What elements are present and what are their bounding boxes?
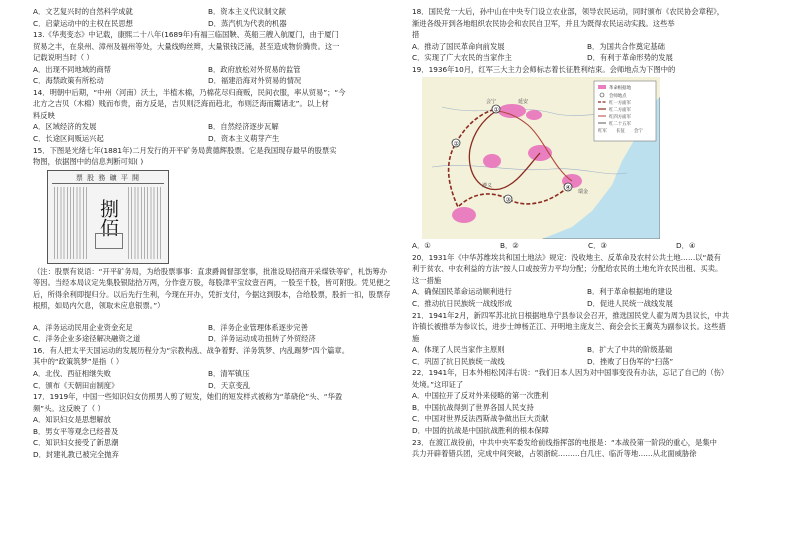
question-text-line: 料反映 xyxy=(33,110,55,120)
option-a[interactable]: A．推动了国民革命向前发展 xyxy=(412,41,505,51)
question-text-line: 渐进各级开到各地组织农民协会和农民自卫军，并且为既得农民运动实践。这些举 xyxy=(412,18,675,28)
option-row xyxy=(412,41,772,53)
figure-row xyxy=(33,170,393,264)
question-text-line: 兵力开辟着错兵团，完成中间突破，占领浙皖………白几庄、临沂等地……从北面威胁徐 xyxy=(412,449,697,459)
marker-number: ④ xyxy=(565,184,571,192)
base-area-shape xyxy=(483,154,501,168)
question-text-line: 措 xyxy=(412,30,420,40)
base-area-shape xyxy=(498,104,526,118)
question-text-line: 23．在渡江战役前，中共中央军委发给前线指挥部的电报是：“本战役第一阶段的重心，是集中 xyxy=(412,437,717,447)
option-row xyxy=(33,368,393,380)
question-text-line: 许镇长被推举为参议长，进步士绅杨芷江、开明地主庞友兰、商会会长王冀英为副参议长。这些措 xyxy=(412,322,726,332)
question-text-line: 21．1941年2月，新四军苏北抗日根据地阜宁县参议会召开，推选国民党人翟为周为县议长，中共 xyxy=(412,310,730,320)
option-b[interactable]: B．资本主义代议制文献 xyxy=(208,7,286,16)
question-text-line: 其中的“政策筑梦”是指（ ） xyxy=(33,357,124,367)
question-text-line: 18．国民党一大后，孙中山在中央专门设立农业部，领导农民运动，同时颁布《农民协会章程》， xyxy=(412,7,725,16)
option-a[interactable]: A．① xyxy=(412,241,431,251)
question-text-line: 物图，依据图中的信息判断可知( ) xyxy=(33,157,144,167)
option-c[interactable]: C．颁布《天朝田亩制度》 xyxy=(33,380,119,390)
option-d[interactable]: D．促进人民统一战线发展 xyxy=(587,299,673,309)
option-row xyxy=(33,18,393,30)
question-text-line: 15．下图是光绪七年(1881年)二月发行的开平矿务局黄德辉股票。它是我国现存最早的股票实 xyxy=(33,145,337,155)
option-a[interactable]: A．文艺复兴时的自然科学成就 xyxy=(33,7,133,16)
map-place-label: 会宁 xyxy=(486,99,497,106)
question-18 xyxy=(412,6,772,64)
legend-label: 红二方面军 xyxy=(609,108,631,114)
question-19 xyxy=(412,64,772,252)
option-c[interactable]: C．知识妇女接受了新思潮 xyxy=(33,438,119,448)
option-c[interactable]: C．实现了广大农民的当家作主 xyxy=(412,53,512,63)
left-column xyxy=(33,6,393,460)
legend-label: 会师地点 xyxy=(609,94,627,100)
option-a[interactable]: A．体现了人民当家作主原则 xyxy=(412,345,505,355)
marker-number: ③ xyxy=(505,196,511,204)
question-text-line: 14．明朝中后期，“中州（河南）沃土，半植木棉，乃棉花尽归商贩，民间衣服，率从贸易”；“今 xyxy=(33,87,346,97)
option-a[interactable]: A．北伐、西征相继失败 xyxy=(33,369,111,379)
legend-label: 革命根据地 xyxy=(609,86,631,92)
question-text-line: 13.《华夷变态》中记载，康熙二十八年(1689年)有福三临国鞅、英船三艘入航厦门，由于厦门 xyxy=(33,30,339,40)
stock-certificate-text-block xyxy=(54,187,88,259)
option-d[interactable]: D．有利于革命形势的发展 xyxy=(587,53,673,63)
option-row xyxy=(33,6,393,18)
option-c[interactable]: C．巩固了抗日民族统一战线 xyxy=(412,356,505,366)
option-a[interactable]: A．中国拉开了反对外来侵略的第一次胜利 xyxy=(412,391,549,401)
marker-number: ② xyxy=(453,140,459,148)
question-text-line: 22．1941年，日本外相松冈洋右说：“我们日本人因为对中国事变没有办法，忘记了自己的（伤） xyxy=(412,368,729,378)
option-d[interactable]: D．福建沿海对外贸易的情况 xyxy=(208,76,302,86)
question-text-line: 贸易之丰，在泉州、漳州及福州等处，大量线购丝辫，大量银钱泛涌，甚至造成物价腾贵。这一 xyxy=(33,41,340,51)
stock-certificate-text-block xyxy=(128,187,162,259)
legend-label: 红二十五军 xyxy=(609,122,631,128)
question-13 xyxy=(33,29,393,87)
option-b[interactable]: B．洋务企业管理体系逐步完善 xyxy=(208,322,308,332)
option-d[interactable]: D．中国的抗战是中国抗战胜利的根本保障 xyxy=(412,426,549,436)
option-d[interactable]: D．洋务运动成功扭转了外贸经济 xyxy=(208,334,316,344)
map-place-label: 遵义 xyxy=(482,183,493,190)
option-c[interactable]: C．启蒙运动中的主权在民思想 xyxy=(33,18,133,28)
option-d[interactable]: D．天京变乱 xyxy=(208,380,251,390)
option-row xyxy=(33,322,393,334)
question-14 xyxy=(33,87,393,145)
stock-certificate-seal xyxy=(95,233,123,249)
legend-label: 红一方面军 xyxy=(609,101,631,107)
map-place-label: 瑞金 xyxy=(578,189,589,196)
option-row xyxy=(33,133,393,145)
option-row xyxy=(412,240,772,252)
option-c[interactable]: C．推动抗日民族统一战线形成 xyxy=(412,299,512,309)
option-row xyxy=(412,286,772,298)
stock-certificate-amount: 捌佰 xyxy=(97,198,119,237)
marker-number: ① xyxy=(493,106,499,114)
option-row xyxy=(412,298,772,310)
option-row xyxy=(33,75,393,87)
option-row xyxy=(33,64,393,76)
question-text-line: 频”头。这反映了（ ） xyxy=(33,403,105,413)
question-text-line: 17．1919年，中国一些知识妇女仿照男人剪了短发，她们的短发样式被称为“革硗伦”头、“华盈 xyxy=(33,392,343,402)
option-b[interactable]: B．自然经济逐步瓦解 xyxy=(208,122,279,132)
option-a[interactable]: A．洋务运动民用企业资金充足 xyxy=(33,322,133,332)
base-area-shape xyxy=(526,110,542,120)
option-d[interactable]: D．④ xyxy=(676,241,696,251)
option-d[interactable]: D．封建礼教已被完全抛弃 xyxy=(33,449,119,459)
question-text-line: 施 xyxy=(412,333,420,343)
option-c[interactable]: C．长途区间贩运兴起 xyxy=(33,134,104,144)
option-c[interactable]: C．中国对世界反法西斯战争做出巨大贡献 xyxy=(412,414,549,424)
option-row xyxy=(412,344,772,356)
option-d[interactable]: D．挫败了日伪军的“扫荡” xyxy=(587,356,674,366)
option-row xyxy=(412,52,772,64)
option-b[interactable]: B．清军镇压 xyxy=(208,369,250,379)
option-b[interactable]: B．为国共合作奠定基础 xyxy=(587,41,665,51)
question-text-line: 利于贫农、中农利益的方法”按人口或按劳力平均分配；分配给农民的土地允许农民出租、买卖。 xyxy=(412,264,723,274)
option-a[interactable]: A．确保国民革命运动顺利进行 xyxy=(412,287,512,297)
question-text-line: 16．有人把太平天国运动的发展历程分为“宗教构乱、战争着野、洋务筑梦、内乱踢梦”四个篇章。 xyxy=(33,345,350,355)
legend-swatch-meeting xyxy=(600,93,604,97)
right-column xyxy=(412,6,772,460)
option-a[interactable]: A．出现不同地域的商帮 xyxy=(33,64,111,74)
option-c[interactable]: C．洋务企业多途径解决融资之道 xyxy=(33,334,141,344)
legend-label: 红军 xyxy=(598,129,607,135)
option-row xyxy=(33,121,393,133)
option-row xyxy=(33,380,393,392)
option-b[interactable]: B．男女平等观念已经普及 xyxy=(33,426,119,436)
map-place-label: 延安 xyxy=(518,99,529,106)
question-text-line: 这一措施 xyxy=(412,275,442,285)
option-b[interactable]: B．扩大了中共的阶级基础 xyxy=(587,345,673,355)
question-20 xyxy=(412,252,772,310)
question-text-line: 处境。”这印证了 xyxy=(412,379,464,389)
legend-label: 长征 xyxy=(616,129,625,135)
question-text-line: 19．1936年10月，红军三大主力会师标志着长征胜利结束。会师地点为下图中的 xyxy=(412,64,676,74)
question-text-line: 记载说明当时（ ） xyxy=(33,53,94,63)
stock-certificate-header: 票 股 務 礦 平 開 xyxy=(52,174,164,184)
long-march-map xyxy=(422,77,660,239)
option-b[interactable]: B．② xyxy=(500,241,519,251)
option-d[interactable]: D．蒸汽机为代表的机器 xyxy=(208,18,287,28)
map-svg xyxy=(422,77,660,239)
question-22 xyxy=(412,367,772,436)
option-a[interactable]: A．区域经济的发展 xyxy=(33,122,97,132)
question-17 xyxy=(33,391,393,460)
question-23 xyxy=(412,437,772,460)
option-row xyxy=(33,333,393,345)
question-15 xyxy=(33,145,393,345)
base-area-shape xyxy=(452,207,476,223)
question-text-line: 20．1931年《中华苏维埃共和国土地法》规定：没收地主、反革命及农村公共土地……以“最有 xyxy=(412,252,721,262)
option-b[interactable]: B．利于革命根据地的建设 xyxy=(587,287,673,297)
option-row xyxy=(412,356,772,368)
question-21 xyxy=(412,310,772,368)
question-note: （注：股票有说语：“开平矿务局，为给股票事事：直隶爵阁督部堂事，批准设局招商开采煤铁等矿，札饬筹办等因。当经本局议定先集股银陆拾万两，分作壹万股，每股津平宝纹壹百两，一股至千股，皆可附股。凭见便之后，所得余利即提归分。以后先行生利，今现在开办，凭折支付，今据这到股本，合给股票，股折一扣，股票存根照，如局内欠息，领取未应息银票。”） xyxy=(33,266,391,311)
legend-swatch-base xyxy=(598,85,606,89)
option-b[interactable]: B．政府放松对外贸易的监管 xyxy=(208,64,301,74)
option-b[interactable]: B．中国抗战得到了世界各国人民支持 xyxy=(412,402,534,412)
option-d[interactable]: D．资本主义萌芽产生 xyxy=(208,134,280,144)
option-a[interactable]: A．知识妇女是思想解放 xyxy=(33,415,111,425)
question-text-line: 北方之吉贝（木棉）贱而布贵，南方反是，吉贝则泛海而趋北，布则泛海而鬻诸北”。以上材 xyxy=(33,99,329,109)
question-16 xyxy=(33,345,393,391)
legend-label: 红四方面军 xyxy=(609,115,631,121)
legend-label: 会宁 xyxy=(634,129,643,135)
option-c[interactable]: C．海禁政策有所松动 xyxy=(33,76,104,86)
option-c[interactable]: C．③ xyxy=(588,241,607,251)
stock-certificate-image xyxy=(47,170,169,264)
